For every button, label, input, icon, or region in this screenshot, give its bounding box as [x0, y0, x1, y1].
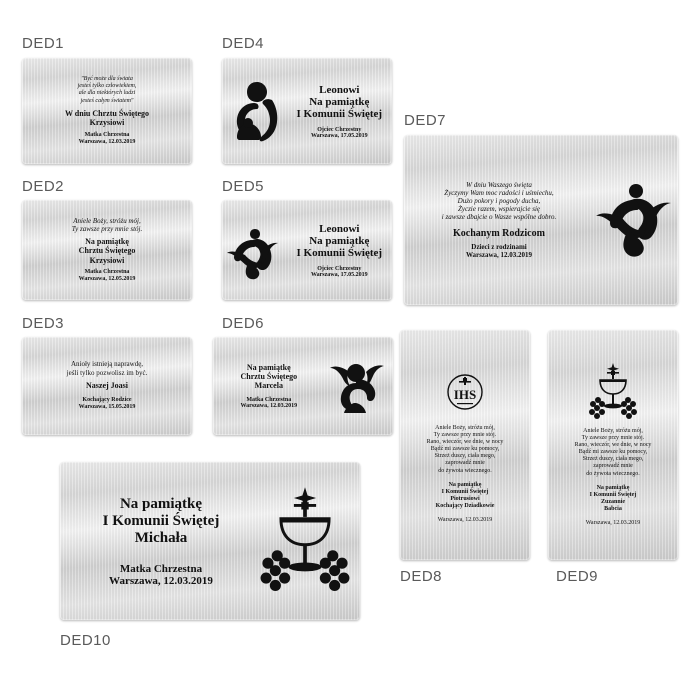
- ihs-emblem-icon: [408, 366, 522, 418]
- plate-ded5[interactable]: [222, 200, 392, 300]
- label-ded2: DED2: [22, 178, 65, 195]
- ded9-line-4: Bądź mi zawsze ku pomocy,: [578, 449, 648, 456]
- ded9-from: Babcia: [604, 505, 622, 512]
- ded9-line-1: Aniele Boży, stróżu mój,: [583, 428, 643, 435]
- label-ded1: DED1: [22, 35, 65, 52]
- plate-ded7-text: [404, 179, 594, 261]
- plate-ded6-content: [213, 337, 393, 435]
- ded9-occasion-2: I Komunii Świętej: [589, 491, 637, 498]
- ded1-quote-1: "Być może dla świata: [81, 76, 133, 83]
- ded9-place-date: Warszawa, 12.03.2019: [585, 519, 641, 526]
- ded8-line-7: do żywota wiecznego.: [438, 467, 492, 474]
- plate-ded6-text: [213, 361, 325, 411]
- ded8-line-6: zaprowadź mnie: [445, 460, 485, 467]
- ded6-from: Matka Chrzestna: [246, 397, 292, 403]
- plate-ded3-content: [22, 356, 192, 415]
- ded6-place-date: Warszawa, 12.03.2019: [240, 403, 298, 409]
- ded7-line-1: W dniu Waszego święta: [466, 181, 532, 189]
- plate-ded5-content: [222, 200, 392, 300]
- flying-angel-icon: [222, 219, 287, 281]
- label-ded9: DED9: [556, 568, 599, 585]
- label-ded5: DED5: [222, 178, 265, 195]
- ded2-place-date: Warszawa, 12.05.2019: [78, 276, 136, 283]
- chalice-with-grapes-icon-large: [250, 485, 360, 597]
- ded9-name: Zuzannie: [600, 498, 625, 505]
- ded7-line-2: Życzymy Wam moc radości i uśmiechu,: [444, 189, 554, 197]
- ded9-line-6: zaprowadź mnie: [593, 463, 633, 470]
- ded7-place-date: Warszawa, 12.03.2019: [465, 251, 533, 259]
- ded1-occasion: W dniu Chrztu Świętego: [64, 108, 150, 118]
- label-ded10: DED10: [60, 632, 111, 649]
- chalice-with-grapes-icon: [556, 363, 670, 421]
- plate-ded8[interactable]: [400, 330, 530, 560]
- plate-ded10-content: [60, 462, 360, 620]
- ded8-line-5: Strzeż duszy, ciała mego,: [434, 453, 496, 460]
- label-ded3: DED3: [22, 315, 65, 332]
- ded10-occasion-1: Na pamiątkę: [119, 495, 203, 512]
- ded2-name: Krzysiowi: [89, 255, 125, 265]
- ded2-from: Matka Chrzestna: [84, 269, 130, 276]
- ded1-quote-3: ale dla niektórych ludzi: [78, 90, 136, 97]
- ded7-line-5: i zawsze dbajcie o Wasze wspólne dobro.: [441, 213, 557, 221]
- ded4-occasion-2: I Komunii Świętej: [296, 107, 383, 120]
- ded7-line-3: Dużo pokory i pogody ducha,: [457, 197, 541, 205]
- ded2-line-1: Aniele Boży, stróżu mój,: [73, 216, 141, 225]
- ded8-from: Kochający Dziadkowie: [435, 502, 495, 509]
- ded3-line-1: Anioły istnieją naprawdę,: [70, 360, 144, 369]
- large-angel-icon: [594, 172, 678, 268]
- plate-ded4-content: [222, 58, 392, 164]
- ded5-name: Leonowi: [319, 222, 360, 235]
- plate-ded2[interactable]: [22, 200, 192, 300]
- plate-ded9-content: [548, 349, 678, 541]
- svg-text:IHS: IHS: [453, 387, 477, 403]
- madonna-icon: [222, 78, 287, 144]
- ded5-occasion-1: Na pamiątkę: [309, 234, 370, 247]
- plate-ded6[interactable]: [213, 337, 393, 435]
- plate-ded4-text: [287, 82, 392, 141]
- ded1-quote-2: jesteś tylko człowiekiem,: [77, 83, 137, 90]
- ded8-place-date: Warszawa, 12.03.2019: [437, 516, 493, 523]
- ded10-from: Matka Chrzestna: [119, 562, 203, 575]
- label-ded4: DED4: [222, 35, 265, 52]
- plate-ded8-content: [400, 352, 530, 538]
- ded1-from: Matka Chrzestna: [84, 131, 130, 138]
- plate-ded7[interactable]: [404, 135, 678, 305]
- ded6-name: Marcela: [254, 381, 283, 390]
- ded7-line-4: Życzie razem, wspierajcie się: [457, 205, 541, 213]
- ded8-name: Piotrusiowi: [450, 495, 480, 502]
- ded2-occasion-2: Chrztu Świętego: [78, 246, 136, 256]
- plate-ded9[interactable]: [548, 330, 678, 560]
- ded8-line-3: Rano, wieczór, we dnie, w nocy: [426, 439, 504, 446]
- ded4-name: Leonowi: [319, 83, 360, 96]
- plate-ded2-content: [22, 213, 192, 288]
- ded8-line-1: Aniele Boży, stróżu mój,: [435, 425, 495, 432]
- ded10-occasion-2: I Komunii Świętej: [102, 512, 220, 529]
- ded8-occasion-2: I Komunii Świętej: [441, 488, 489, 495]
- ded9-line-3: Rano, wieczór, we dnie, w nocy: [574, 442, 652, 449]
- ded8-occasion-1: Na pamiątkę: [448, 481, 482, 488]
- ded3-place-date: Warszawa, 15.05.2019: [78, 404, 136, 411]
- ded7-to: Kochanym Rodzicom: [453, 228, 545, 239]
- ded5-occasion-2: I Komunii Świętej: [296, 246, 383, 259]
- label-ded8: DED8: [400, 568, 443, 585]
- plate-ded4[interactable]: [222, 58, 392, 164]
- ded3-name: Naszej Joasi: [86, 380, 128, 390]
- ded3-from: Kochający Rodzice: [82, 397, 132, 404]
- ded9-line-2: Ty zawsze przy mnie stój.: [581, 435, 645, 442]
- ded2-line-2: Ty zawsze przy mnie stój.: [71, 224, 143, 233]
- ded6-occasion-2: Chrztu Świętego: [240, 372, 298, 381]
- ded1-quote-4: jesteś całym światem": [80, 97, 134, 104]
- ded8-line-2: Ty zawsze przy mnie stój.: [433, 432, 497, 439]
- ded1-name: Krzysiowi: [89, 118, 125, 128]
- ded9-occasion-1: Na pamiątkę: [596, 484, 630, 491]
- ded7-from: Dzieci z rodzinami: [471, 243, 527, 251]
- ded9-line-5: Strzeż duszy, ciała mego,: [582, 456, 644, 463]
- plate-ded10-text: [60, 494, 250, 589]
- label-ded6: DED6: [222, 315, 265, 332]
- ded4-place-date: Warszawa, 17.05.2019: [310, 132, 368, 139]
- plate-ded7-content: [404, 135, 678, 305]
- ded5-place-date: Warszawa, 17.05.2019: [310, 271, 368, 278]
- cherub-icon: [325, 356, 393, 416]
- ded4-occasion-1: Na pamiątkę: [309, 95, 370, 108]
- ded2-occasion-1: Na pamiątkę: [85, 237, 129, 247]
- plate-ded3[interactable]: [22, 337, 192, 435]
- ded10-place-date: Warszawa, 12.03.2019: [109, 574, 213, 587]
- plate-ded1-content: [22, 72, 192, 149]
- plate-ded10[interactable]: [60, 462, 360, 620]
- ded8-line-4: Bądź mi zawsze ku pomocy,: [430, 446, 500, 453]
- ded3-line-2: jeśli tylko pozwolisz im być.: [66, 368, 148, 377]
- ded5-from: Ojciec Chrzestny: [317, 265, 362, 272]
- ded6-occasion-1: Na pamiątkę: [246, 363, 291, 372]
- plate-ded1[interactable]: [22, 58, 192, 164]
- plate-ded5-text: [287, 221, 392, 280]
- ded10-name: Michała: [134, 529, 188, 546]
- ded1-place-date: Warszawa, 12.03.2019: [78, 138, 136, 145]
- ded4-from: Ojciec Chrzestny: [317, 126, 362, 133]
- ded9-line-7: do żywota wiecznego.: [586, 470, 640, 477]
- label-ded7: DED7: [404, 112, 447, 129]
